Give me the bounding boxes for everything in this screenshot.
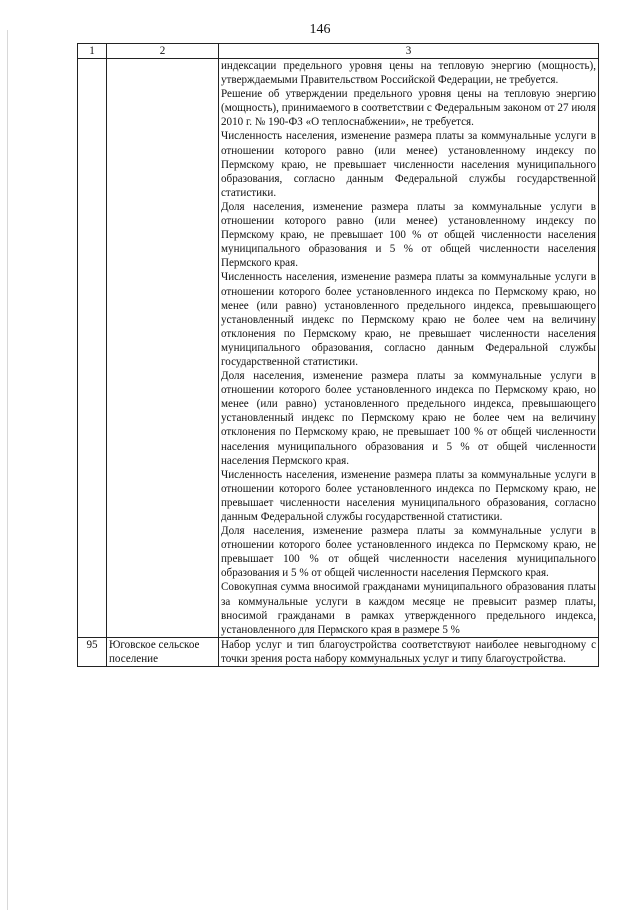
cell-number-empty bbox=[78, 59, 107, 638]
document-table bbox=[77, 43, 599, 667]
scan-margin-line bbox=[7, 30, 8, 910]
row-number: 95 bbox=[78, 637, 107, 666]
table-header-row bbox=[78, 44, 599, 59]
paragraph: Доля населения, изменение размера платы за коммунальные услуги в отношении которого более установленного индекса по Пермскому краю, но менее (или равно) установленного предельного индекса, превышающего установленный индекс по Пермскому краю не более чем на величину отклонения по Пермскому краю, не превышает 100 % от общей численности населения муниципального образования и 5 % от общей численности населения Пермского края. bbox=[221, 370, 596, 467]
header-col-3: 3 bbox=[219, 44, 599, 59]
paragraph: Численность населения, изменение размера платы за коммунальные услуги в отношении которого более установленного индекса по Пермскому краю, но менее (или равно) установленного предельного индекса, превышающего установленный индекс по Пермскому краю не более чем на величину отклонения по Пермскому краю, не превышает численности населения муниципального образования, согласно данным Федеральной службы государственной статистики. bbox=[221, 271, 596, 368]
header-col-1: 1 bbox=[78, 44, 107, 59]
cell-name-empty bbox=[107, 59, 219, 638]
cell-conditions bbox=[219, 59, 599, 638]
paragraph: Численность населения, изменение размера платы за коммунальные услуги в отношении которого равно (или менее) установленному индексу по Пермскому краю, не превышает численности населения муниципального образования, согласно данным Федеральной службы государственной статистики. bbox=[221, 130, 596, 199]
paragraph: Набор услуг и тип благоустройства соответствуют наиболее невыгодному с точки зрения роста набору коммунальных услуг и типу благоустройства. bbox=[221, 638, 596, 665]
paragraph: Доля населения, изменение размера платы за коммунальные услуги в отношении которого равно (или менее) установленному индексу по Пермскому краю, не превышает 100 % от общей численности населения муниципального образования и 5 % от общей численности населения Пермского края. bbox=[221, 200, 596, 270]
row-text-cell bbox=[219, 637, 599, 666]
paragraph: Совокупная сумма вносимой гражданами муниципального образования платы за коммунальные услуги в каждом месяце не превысит размер платы, вносимой гражданами в рамках утвержденного предельного индекса, установленного для Пермского края в размере 5 % bbox=[221, 581, 596, 636]
table-row-95 bbox=[78, 637, 599, 666]
paragraph: Численность населения, изменение размера платы за коммунальные услуги в отношении которого более установленного индекса по Пермскому краю, не превышает численности населения муниципального образования, согласно данным Федеральной службы государственной статистики. bbox=[221, 468, 596, 523]
paragraph: индексации предельного уровня цены на тепловую энергию (мощность), утверждаемыми Правительством Российской Федерации, не требуется. bbox=[221, 60, 596, 87]
paragraph: Доля населения, изменение размера платы за коммунальные услуги в отношении которого более установленного индекса по Пермскому краю, не превышает 100 % от общей численности населения муниципального образования и 5 % от общей численности населения Пермского края. bbox=[221, 525, 596, 580]
page-number: 146 bbox=[309, 22, 331, 37]
paragraph: Решение об утверждении предельного уровня цены на тепловую энергию (мощность), принимаемого в соответствии с Федеральным законом от 27 июля 2010 г. № 190-ФЗ «О теплоснабжении», не требуется. bbox=[221, 88, 596, 129]
header-col-2: 2 bbox=[107, 44, 219, 59]
table-row-continuation bbox=[78, 59, 599, 638]
settlement-name: Юговское сельское поселение bbox=[107, 637, 219, 666]
